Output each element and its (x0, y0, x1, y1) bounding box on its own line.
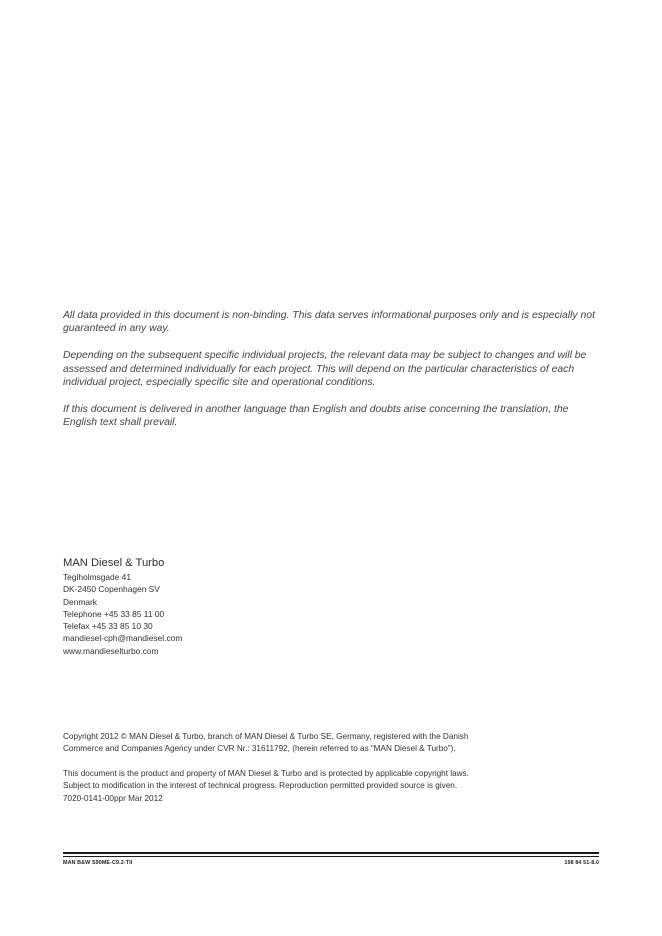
address-city: DK-2450 Copenhagen SV (63, 584, 160, 595)
footer-divider-thin (63, 856, 599, 857)
contact-block (63, 556, 363, 657)
copyright-notice (63, 731, 603, 756)
email-link[interactable]: mandiesel-cph@mandiesel.com (63, 633, 183, 644)
footer-engine-type: MAN B&W S90ME-C9.2-TII (63, 860, 133, 866)
address-street: Teglholmsgade 41 (63, 572, 131, 582)
address-country: Denmark (63, 596, 97, 607)
website-link[interactable]: www.mandieselturbo.com (63, 645, 159, 656)
telephone: Telephone +45 33 85 11 00 (63, 608, 165, 619)
modification-notice: Subject to modification in the interest of technical progress. Reproduction permitted provided source is given. (63, 781, 458, 791)
copyright-section (63, 731, 603, 805)
document-code: 7020-0141-00ppr Mar 2012 (63, 793, 163, 803)
footer-document-number: 198 84 51-8.0 (564, 860, 599, 866)
property-notice: This document is the product and property of MAN Diesel & Turbo and is protected by applicable copyright laws. (63, 769, 469, 778)
telefax: Telefax +45 33 85 10 30 (63, 621, 153, 632)
disclaimer-paragraph-binding: All data provided in this document is non-binding. This data serves informational purposes only and is especially not guaranteed in any way. (63, 310, 595, 335)
disclaimer-paragraph-language: If this document is delivered in another language than English and doubts arise concerning the translation, the English text shall prevail. (63, 403, 569, 429)
copyright-line-2: Commerce and Companies Agency under CVR Nr.: 31611792, (herein referred to as “MAN Diesel & Turbo”). (63, 744, 456, 754)
company-name: MAN Diesel & Turbo (63, 557, 165, 569)
copyright-line-1: Copyright 2012 © MAN Diesel & Turbo, branch of MAN Diesel & Turbo SE, Germany, registered with the Danish (63, 732, 469, 741)
footer-divider-thick (63, 852, 599, 854)
disclaimer-section (63, 309, 603, 443)
disclaimer-paragraph-project-changes: Depending on the subsequent specific individual projects, the relevant data may be subject to changes and will be assessed and determined individually for each project. This will depend on the particular characteristics of each individual project, especially specific site and operational conditions. (63, 350, 587, 389)
